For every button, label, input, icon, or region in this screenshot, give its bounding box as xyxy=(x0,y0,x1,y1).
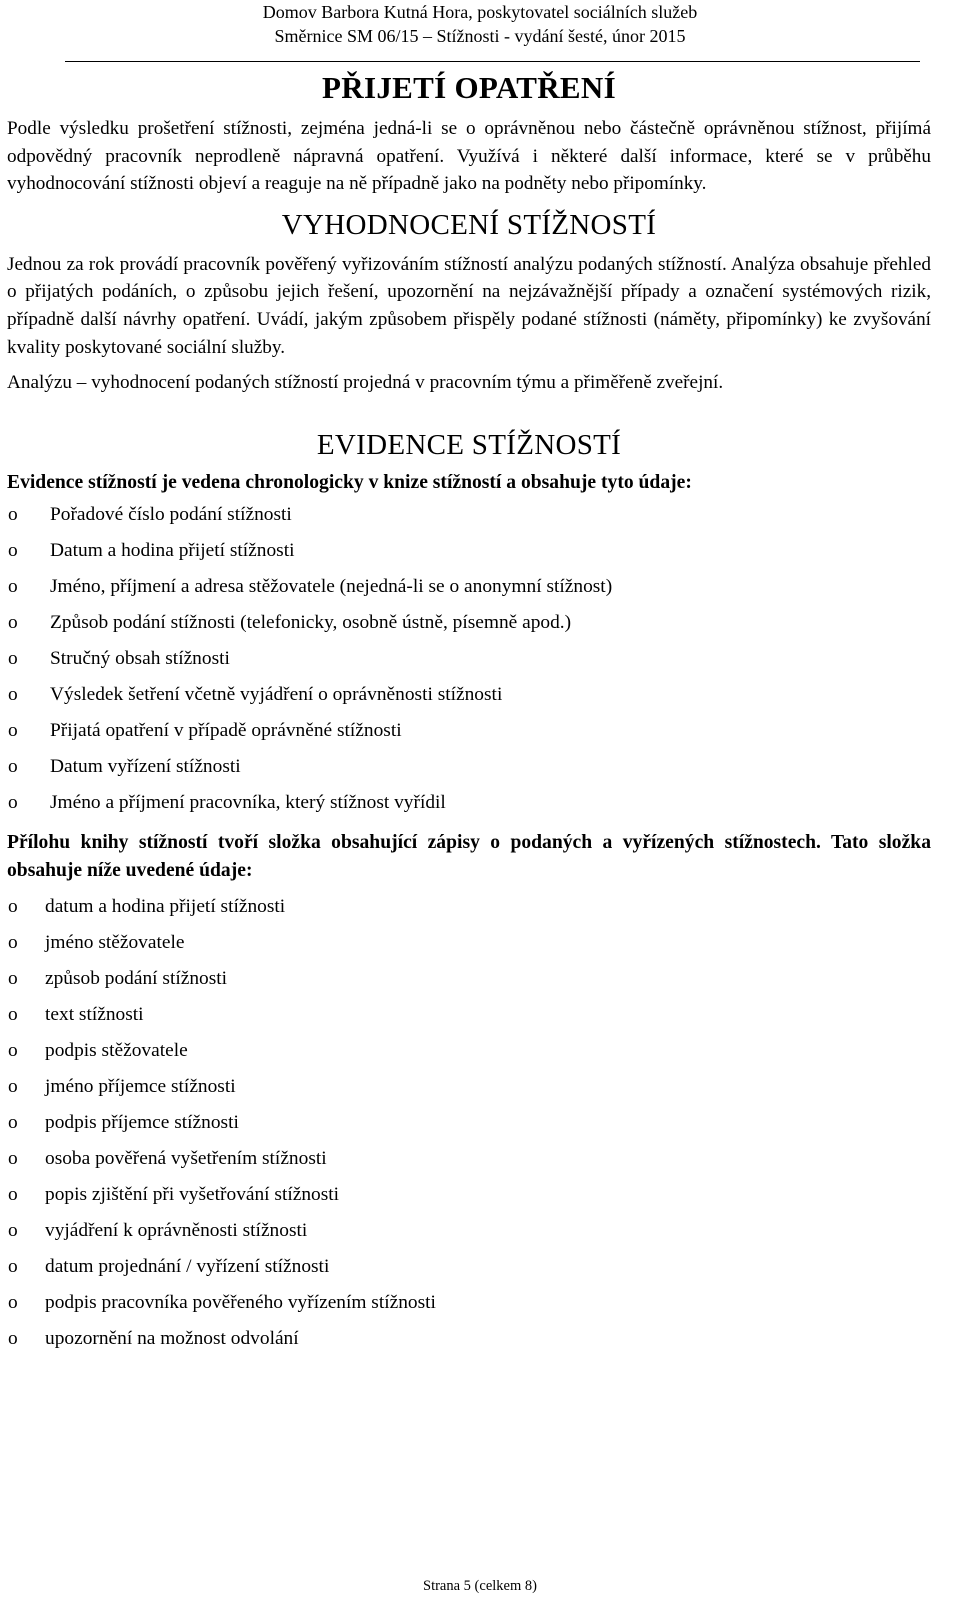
list-item: o Datum vyřízení stížnosti xyxy=(7,749,931,785)
bullet-marker: o xyxy=(8,539,18,561)
list-item: o datum a hodina přijetí stížnosti xyxy=(7,889,931,925)
list-item: o vyjádření k oprávněnosti stížnosti xyxy=(7,1213,931,1249)
bullet-marker: o xyxy=(8,575,18,597)
bullet-marker: o xyxy=(8,1327,18,1349)
header-directive: Směrnice SM 06/15 – Stížnosti - vydání šesté, únor 2015 xyxy=(274,26,686,46)
list-item: o Datum a hodina přijetí stížnosti xyxy=(7,533,931,569)
bullet-marker: o xyxy=(8,895,18,917)
bullet-marker: o xyxy=(8,1003,18,1025)
bullet-marker: o xyxy=(8,967,18,989)
bullet-marker: o xyxy=(8,1147,18,1169)
header-divider xyxy=(65,61,920,62)
bullet-marker: o xyxy=(8,1255,18,1277)
bullet-marker: o xyxy=(8,1111,18,1133)
bullet-marker: o xyxy=(8,791,18,813)
list-item: o datum projednání / vyřízení stížnosti xyxy=(7,1249,931,1285)
list-item: o Pořadové číslo podání stížnosti xyxy=(7,497,931,533)
bullet-marker: o xyxy=(8,647,18,669)
attachment-intro: Přílohu knihy stížností tvoří složka obsahující zápisy o podaných a vyřízených stížnostech. Tato složka obsahuje níže uvedené údaje: xyxy=(7,831,931,881)
list-item: o jméno příjemce stížnosti xyxy=(7,1069,931,1105)
bullet-marker: o xyxy=(8,1219,18,1241)
bullet-marker: o xyxy=(8,931,18,953)
list-item: o Jméno, příjmení a adresa stěžovatele (nejedná-li se o anonymní stížnost) xyxy=(7,569,931,605)
document-body xyxy=(7,66,931,1357)
bullet-marker: o xyxy=(8,1291,18,1313)
page-header xyxy=(0,0,960,48)
list-item: o osoba pověřená vyšetřením stížnosti xyxy=(7,1141,931,1177)
list-item: o Způsob podání stížnosti (telefonicky, osobně ústně, písemně apod.) xyxy=(7,605,931,641)
bullet-marker: o xyxy=(8,611,18,633)
list-item: o podpis stěžovatele xyxy=(7,1033,931,1069)
section-title-evidence: EVIDENCE STÍŽNOSTÍ xyxy=(316,428,622,461)
bullet-marker: o xyxy=(8,503,18,525)
list-item: o upozornění na možnost odvolání xyxy=(7,1321,931,1357)
list-item: o Přijatá opatření v případě oprávněné stížnosti xyxy=(7,713,931,749)
list-item: o podpis příjemce stížnosti xyxy=(7,1105,931,1141)
attachment-items-list xyxy=(7,889,931,1357)
bullet-marker: o xyxy=(8,1039,18,1061)
bullet-marker: o xyxy=(8,683,18,705)
section-title-prijeti: PŘIJETÍ OPATŘENÍ xyxy=(322,70,616,105)
list-item: o Jméno a příjmení pracovníka, který stížnost vyřídil xyxy=(7,785,931,821)
bullet-marker: o xyxy=(8,1183,18,1205)
bullet-marker: o xyxy=(8,719,18,741)
list-item: o podpis pracovníka pověřeného vyřízením stížnosti xyxy=(7,1285,931,1321)
list-item: o Výsledek šetření včetně vyjádření o oprávněnosti stížnosti xyxy=(7,677,931,713)
bullet-marker: o xyxy=(8,755,18,777)
list-item: o Stručný obsah stížnosti xyxy=(7,641,931,677)
evidence-items-list xyxy=(7,497,931,821)
page-footer: Strana 5 (celkem 8) xyxy=(423,1578,537,1594)
section-title-vyhodnoceni: VYHODNOCENÍ STÍŽNOSTÍ xyxy=(281,208,657,241)
evidence-intro: Evidence stížností je vedena chronologicky v knize stížností a obsahuje tyto údaje: xyxy=(7,471,692,493)
bullet-marker: o xyxy=(8,1075,18,1097)
list-item: o popis zjištění při vyšetřování stížnosti xyxy=(7,1177,931,1213)
list-item: o způsob podání stížnosti xyxy=(7,961,931,997)
paragraph-vyhodnoceni-1: Jednou za rok provádí pracovník pověřený vyřizováním stížností analýzu podaných stížností. Analýza obsahuje přehled o přijatých podáních, o způsobu jejich řešení, upozornění na nejzávažnější případy a označení systémových rizik, případně další návrhy opatření. Uvádí, jakým způsobem přispěly podané stížnosti (náměty, připomínky) ke zvyšování kvality poskytované sociální služby. xyxy=(7,253,931,358)
header-organization: Domov Barbora Kutná Hora, poskytovatel sociálních služeb xyxy=(262,2,698,22)
list-item: o jméno stěžovatele xyxy=(7,925,931,961)
list-item: o text stížnosti xyxy=(7,997,931,1033)
paragraph-prijeti: Podle výsledku prošetření stížnosti, zejména jedná-li se o oprávněnou nebo částečně oprávněnou stížnost, přijímá odpovědný pracovník neprodleně nápravná opatření. Využívá i některé další informace, které se v průběhu vyhodnocování stížnosti objeví a reaguje na ně případně jako na podněty nebo připomínky. xyxy=(7,118,931,195)
paragraph-vyhodnoceni-2: Analýzu – vyhodnocení podaných stížností projedná v pracovním týmu a přiměřeně zveřejní. xyxy=(7,372,724,394)
